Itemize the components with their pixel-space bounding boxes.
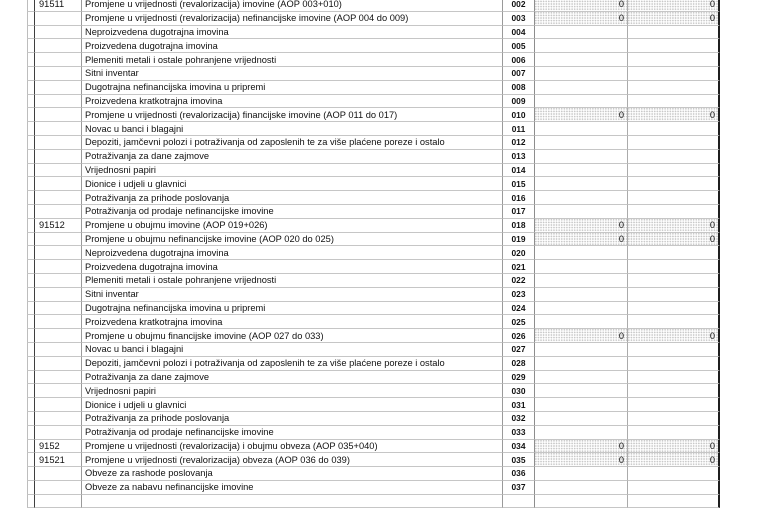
table-row bbox=[27, 302, 720, 316]
account-code-cell[interactable] bbox=[34, 136, 82, 150]
value-column1-cell[interactable] bbox=[535, 371, 628, 385]
account-code-cell[interactable] bbox=[34, 164, 82, 178]
table-row bbox=[27, 12, 720, 26]
account-code-cell[interactable] bbox=[34, 288, 82, 302]
table-row bbox=[27, 260, 720, 274]
value-column1-cell[interactable] bbox=[535, 164, 628, 178]
value-column2-cell[interactable] bbox=[628, 357, 720, 371]
value-column1-cell[interactable] bbox=[535, 398, 628, 412]
aop-code-cell[interactable]: 017 bbox=[503, 205, 535, 219]
left-edge-cell bbox=[27, 136, 34, 150]
table-row bbox=[27, 398, 720, 412]
value-column1-cell[interactable] bbox=[535, 384, 628, 398]
table-row bbox=[27, 26, 720, 40]
description-cell[interactable]: Potraživanja za prihode poslovanja bbox=[82, 191, 503, 205]
value-column1-cell[interactable]: 0 bbox=[535, 233, 628, 247]
table-row bbox=[27, 136, 720, 150]
value-column2-cell[interactable] bbox=[628, 39, 720, 53]
table-row bbox=[27, 440, 720, 454]
table-row bbox=[27, 205, 720, 219]
left-edge-cell bbox=[27, 205, 34, 219]
description-cell[interactable]: Sitni inventar bbox=[82, 288, 503, 302]
aop-code-cell[interactable]: 036 bbox=[503, 467, 535, 481]
table-row bbox=[27, 191, 720, 205]
account-code-cell[interactable]: 91511 bbox=[34, 0, 82, 12]
left-edge-cell bbox=[27, 440, 34, 454]
value-column1-cell[interactable] bbox=[535, 95, 628, 109]
aop-code-cell[interactable]: 003 bbox=[503, 12, 535, 26]
value-column2-cell[interactable] bbox=[628, 164, 720, 178]
description-cell[interactable]: Novac u banci i blagajni bbox=[82, 343, 503, 357]
description-cell[interactable]: Potraživanja od prodaje nefinancijske imovine bbox=[82, 426, 503, 440]
description-cell[interactable]: Novac u banci i blagajni bbox=[82, 122, 503, 136]
value-column1-cell[interactable] bbox=[535, 357, 628, 371]
aop-code-cell[interactable]: 035 bbox=[503, 453, 535, 467]
value-column2-cell[interactable]: 0 bbox=[628, 329, 720, 343]
table-row bbox=[27, 343, 720, 357]
account-code-cell[interactable] bbox=[34, 384, 82, 398]
account-code-cell[interactable] bbox=[34, 150, 82, 164]
left-edge-cell bbox=[27, 12, 34, 26]
description-cell[interactable]: Promjene u obujmu imovine (AOP 019+026) bbox=[82, 219, 503, 233]
account-code-cell[interactable] bbox=[34, 39, 82, 53]
value-column1-cell[interactable]: 0 bbox=[535, 12, 628, 26]
description-cell[interactable]: Vrijednosni papiri bbox=[82, 164, 503, 178]
description-cell[interactable]: Promjene u obujmu nefinancijske imovine (AOP 020 do 025) bbox=[82, 233, 503, 247]
left-edge-cell bbox=[27, 260, 34, 274]
value-column2-cell[interactable] bbox=[628, 315, 720, 329]
table-row bbox=[27, 329, 720, 343]
aop-code-cell[interactable]: 012 bbox=[503, 136, 535, 150]
left-edge-cell bbox=[27, 357, 34, 371]
value-column1-cell[interactable] bbox=[535, 39, 628, 53]
value-column2-cell[interactable] bbox=[628, 398, 720, 412]
account-code-cell[interactable]: 91521 bbox=[34, 453, 82, 467]
description-cell[interactable]: Promjene u obujmu financijske imovine (AOP 027 do 033) bbox=[82, 329, 503, 343]
left-edge-cell bbox=[27, 481, 34, 495]
aop-code-cell[interactable]: 009 bbox=[503, 95, 535, 109]
left-edge-cell bbox=[27, 288, 34, 302]
value-column2-cell[interactable]: 0 bbox=[628, 219, 720, 233]
left-edge-cell bbox=[27, 108, 34, 122]
description-cell[interactable]: Plemeniti metali i ostale pohranjene vrijednosti bbox=[82, 53, 503, 67]
description-cell[interactable]: Plemeniti metali i ostale pohranjene vrijednosti bbox=[82, 274, 503, 288]
description-cell[interactable]: Dugotrajna nefinancijska imovina u pripremi bbox=[82, 81, 503, 95]
value-column1-cell[interactable] bbox=[535, 205, 628, 219]
value-column2-cell[interactable] bbox=[628, 384, 720, 398]
table-row bbox=[27, 246, 720, 260]
aop-code-cell[interactable]: 021 bbox=[503, 260, 535, 274]
table-row bbox=[27, 371, 720, 385]
value-column2-cell[interactable] bbox=[628, 26, 720, 40]
account-code-cell[interactable] bbox=[34, 495, 82, 508]
account-code-cell[interactable] bbox=[34, 371, 82, 385]
aop-code-cell[interactable]: 020 bbox=[503, 246, 535, 260]
value-column1-cell[interactable] bbox=[535, 495, 628, 508]
aop-code-cell[interactable]: 028 bbox=[503, 357, 535, 371]
value-column1-cell[interactable] bbox=[535, 177, 628, 191]
value-column2-cell[interactable] bbox=[628, 426, 720, 440]
value-column2-cell[interactable] bbox=[628, 495, 720, 508]
account-code-cell[interactable] bbox=[34, 191, 82, 205]
left-edge-cell bbox=[27, 67, 34, 81]
table-row bbox=[27, 67, 720, 81]
value-column1-cell[interactable] bbox=[535, 288, 628, 302]
description-cell[interactable]: Promjene u vrijednosti (revalorizacija) i obujmu obveza (AOP 035+040) bbox=[82, 440, 503, 454]
left-edge-cell bbox=[27, 246, 34, 260]
value-column2-cell[interactable]: 0 bbox=[628, 12, 720, 26]
left-edge-cell bbox=[27, 233, 34, 247]
value-column2-cell[interactable] bbox=[628, 246, 720, 260]
value-column1-cell[interactable] bbox=[535, 260, 628, 274]
table-row bbox=[27, 122, 720, 136]
aop-code-cell[interactable]: 027 bbox=[503, 343, 535, 357]
account-code-cell[interactable] bbox=[34, 12, 82, 26]
left-edge-cell bbox=[27, 426, 34, 440]
value-column2-cell[interactable] bbox=[628, 274, 720, 288]
value-column1-cell[interactable] bbox=[535, 426, 628, 440]
aop-code-cell[interactable]: 034 bbox=[503, 440, 535, 454]
value-column2-cell[interactable] bbox=[628, 371, 720, 385]
description-cell[interactable] bbox=[82, 495, 503, 508]
aop-code-cell[interactable]: 019 bbox=[503, 233, 535, 247]
left-edge-cell bbox=[27, 53, 34, 67]
left-edge-cell bbox=[27, 0, 34, 12]
aop-code-cell[interactable]: 026 bbox=[503, 329, 535, 343]
account-code-cell[interactable]: 9152 bbox=[34, 440, 82, 454]
account-code-cell[interactable] bbox=[34, 81, 82, 95]
description-cell[interactable]: Depoziti, jamčevni polozi i potraživanja od zaposlenih te za više plaćene poreze i ostalo bbox=[82, 357, 503, 371]
account-code-cell[interactable] bbox=[34, 177, 82, 191]
description-cell[interactable]: Neproizvedena dugotrajna imovina bbox=[82, 26, 503, 40]
left-edge-cell bbox=[27, 343, 34, 357]
left-edge-cell bbox=[27, 164, 34, 178]
value-column1-cell[interactable]: 0 bbox=[535, 219, 628, 233]
description-cell[interactable]: Neproizvedena dugotrajna imovina bbox=[82, 246, 503, 260]
account-code-cell[interactable] bbox=[34, 108, 82, 122]
value-column1-cell[interactable]: 0 bbox=[535, 453, 628, 467]
aop-code-cell[interactable]: 025 bbox=[503, 315, 535, 329]
table-row bbox=[27, 495, 720, 508]
table-row bbox=[27, 39, 720, 53]
value-column1-cell[interactable] bbox=[535, 467, 628, 481]
aop-code-cell[interactable]: 008 bbox=[503, 81, 535, 95]
aop-code-cell[interactable]: 005 bbox=[503, 39, 535, 53]
table-row bbox=[27, 453, 720, 467]
aop-code-cell[interactable]: 024 bbox=[503, 302, 535, 316]
account-code-cell[interactable] bbox=[34, 343, 82, 357]
value-column2-cell[interactable] bbox=[628, 412, 720, 426]
table-row bbox=[27, 219, 720, 233]
description-cell[interactable]: Dugotrajna nefinancijska imovina u pripremi bbox=[82, 302, 503, 316]
table-row bbox=[27, 481, 720, 495]
left-edge-cell bbox=[27, 26, 34, 40]
left-edge-cell bbox=[27, 412, 34, 426]
account-code-cell[interactable] bbox=[34, 122, 82, 136]
aop-code-cell[interactable]: 031 bbox=[503, 398, 535, 412]
table-row bbox=[27, 233, 720, 247]
value-column1-cell[interactable]: 0 bbox=[535, 0, 628, 12]
description-cell[interactable]: Depoziti, jamčevni polozi i potraživanja od zaposlenih te za više plaćene poreze i ostalo bbox=[82, 136, 503, 150]
account-code-cell[interactable] bbox=[34, 426, 82, 440]
account-code-cell[interactable] bbox=[34, 467, 82, 481]
description-cell[interactable]: Obveze za nabavu nefinancijske imovine bbox=[82, 481, 503, 495]
left-edge-cell bbox=[27, 95, 34, 109]
aop-code-cell[interactable]: 029 bbox=[503, 371, 535, 385]
aop-code-cell[interactable]: 030 bbox=[503, 384, 535, 398]
aop-code-cell[interactable]: 014 bbox=[503, 164, 535, 178]
aop-code-cell[interactable]: 016 bbox=[503, 191, 535, 205]
account-code-cell[interactable] bbox=[34, 481, 82, 495]
aop-code-cell[interactable]: 004 bbox=[503, 26, 535, 40]
value-column2-cell[interactable]: 0 bbox=[628, 233, 720, 247]
table-row bbox=[27, 274, 720, 288]
account-code-cell[interactable] bbox=[34, 67, 82, 81]
account-code-cell[interactable] bbox=[34, 302, 82, 316]
table-row bbox=[27, 0, 720, 12]
value-column1-cell[interactable]: 0 bbox=[535, 440, 628, 454]
value-column2-cell[interactable]: 0 bbox=[628, 108, 720, 122]
value-column1-cell[interactable] bbox=[535, 191, 628, 205]
value-column1-cell[interactable] bbox=[535, 26, 628, 40]
aop-code-cell[interactable]: 018 bbox=[503, 219, 535, 233]
value-column1-cell[interactable] bbox=[535, 343, 628, 357]
description-cell[interactable]: Potraživanja za dane zajmove bbox=[82, 371, 503, 385]
table-row bbox=[27, 426, 720, 440]
account-code-cell[interactable] bbox=[34, 246, 82, 260]
account-code-cell[interactable] bbox=[34, 53, 82, 67]
left-edge-cell bbox=[27, 302, 34, 316]
account-code-cell[interactable] bbox=[34, 329, 82, 343]
aop-code-cell[interactable]: 007 bbox=[503, 67, 535, 81]
left-edge-cell bbox=[27, 122, 34, 136]
description-cell[interactable]: Dionice i udjeli u glavnici bbox=[82, 398, 503, 412]
table-row bbox=[27, 315, 720, 329]
value-column1-cell[interactable] bbox=[535, 246, 628, 260]
description-cell[interactable]: Potraživanja za dane zajmove bbox=[82, 150, 503, 164]
left-edge-cell bbox=[27, 81, 34, 95]
description-cell[interactable]: Potraživanja od prodaje nefinancijske imovine bbox=[82, 205, 503, 219]
value-column2-cell[interactable] bbox=[628, 67, 720, 81]
account-code-cell[interactable] bbox=[34, 95, 82, 109]
table-row bbox=[27, 81, 720, 95]
account-code-cell[interactable] bbox=[34, 315, 82, 329]
account-code-cell[interactable] bbox=[34, 357, 82, 371]
aop-code-cell[interactable]: 023 bbox=[503, 288, 535, 302]
left-edge-cell bbox=[27, 219, 34, 233]
description-cell[interactable]: Proizvedena kratkotrajna imovina bbox=[82, 95, 503, 109]
left-edge-cell bbox=[27, 177, 34, 191]
value-column1-cell[interactable] bbox=[535, 274, 628, 288]
left-edge-cell bbox=[27, 39, 34, 53]
table-row bbox=[27, 288, 720, 302]
aop-code-cell[interactable]: 032 bbox=[503, 412, 535, 426]
aop-code-cell[interactable]: 013 bbox=[503, 150, 535, 164]
value-column2-cell[interactable] bbox=[628, 53, 720, 67]
aop-code-cell[interactable]: 010 bbox=[503, 108, 535, 122]
value-column1-cell[interactable]: 0 bbox=[535, 329, 628, 343]
value-column1-cell[interactable]: 0 bbox=[535, 108, 628, 122]
left-edge-cell bbox=[27, 467, 34, 481]
aop-code-cell[interactable]: 002 bbox=[503, 0, 535, 12]
account-code-cell[interactable] bbox=[34, 26, 82, 40]
aop-code-cell[interactable]: 011 bbox=[503, 122, 535, 136]
value-column2-cell[interactable] bbox=[628, 177, 720, 191]
value-column2-cell[interactable] bbox=[628, 260, 720, 274]
value-column2-cell[interactable]: 0 bbox=[628, 0, 720, 12]
value-column1-cell[interactable] bbox=[535, 122, 628, 136]
account-code-cell[interactable] bbox=[34, 274, 82, 288]
value-column1-cell[interactable] bbox=[535, 53, 628, 67]
description-cell[interactable]: Promjene u vrijednosti (revalorizacija) financijske imovine (AOP 011 do 017) bbox=[82, 108, 503, 122]
table-row bbox=[27, 95, 720, 109]
value-column2-cell[interactable] bbox=[628, 122, 720, 136]
value-column2-cell[interactable]: 0 bbox=[628, 453, 720, 467]
table-row bbox=[27, 150, 720, 164]
spreadsheet-viewport bbox=[27, 0, 720, 508]
value-column2-cell[interactable] bbox=[628, 467, 720, 481]
account-code-cell[interactable] bbox=[34, 205, 82, 219]
aop-code-cell[interactable]: 015 bbox=[503, 177, 535, 191]
aop-code-cell[interactable]: 033 bbox=[503, 426, 535, 440]
left-edge-cell bbox=[27, 453, 34, 467]
aop-code-cell[interactable]: 006 bbox=[503, 53, 535, 67]
left-edge-cell bbox=[27, 329, 34, 343]
left-edge-cell bbox=[27, 191, 34, 205]
value-column1-cell[interactable] bbox=[535, 67, 628, 81]
value-column2-cell[interactable] bbox=[628, 288, 720, 302]
table-row bbox=[27, 384, 720, 398]
value-column1-cell[interactable] bbox=[535, 412, 628, 426]
value-column1-cell[interactable] bbox=[535, 302, 628, 316]
table-row bbox=[27, 357, 720, 371]
value-column2-cell[interactable] bbox=[628, 136, 720, 150]
value-column1-cell[interactable] bbox=[535, 81, 628, 95]
left-edge-cell bbox=[27, 398, 34, 412]
aop-code-cell[interactable] bbox=[503, 495, 535, 508]
description-cell[interactable]: Dionice i udjeli u glavnici bbox=[82, 177, 503, 191]
table-row bbox=[27, 108, 720, 122]
account-code-cell[interactable]: 91512 bbox=[34, 219, 82, 233]
value-column2-cell[interactable] bbox=[628, 205, 720, 219]
aop-code-cell[interactable]: 037 bbox=[503, 481, 535, 495]
value-column1-cell[interactable] bbox=[535, 315, 628, 329]
left-edge-cell bbox=[27, 495, 34, 508]
description-cell[interactable]: Sitni inventar bbox=[82, 67, 503, 81]
description-cell[interactable]: Potraživanja za prihode poslovanja bbox=[82, 412, 503, 426]
table-row bbox=[27, 164, 720, 178]
value-column2-cell[interactable] bbox=[628, 191, 720, 205]
table-row bbox=[27, 53, 720, 67]
value-column2-cell[interactable] bbox=[628, 95, 720, 109]
description-cell[interactable]: Promjene u vrijednosti (revalorizacija) imovine (AOP 003+010) bbox=[82, 0, 503, 12]
description-cell[interactable]: Vrijednosni papiri bbox=[82, 384, 503, 398]
account-code-cell[interactable] bbox=[34, 412, 82, 426]
value-column2-cell[interactable]: 0 bbox=[628, 440, 720, 454]
description-cell[interactable]: Promjene u vrijednosti (revalorizacija) nefinancijske imovine (AOP 004 do 009) bbox=[82, 12, 503, 26]
value-column1-cell[interactable] bbox=[535, 150, 628, 164]
description-cell[interactable]: Proizvedena dugotrajna imovina bbox=[82, 39, 503, 53]
left-edge-cell bbox=[27, 384, 34, 398]
description-cell[interactable]: Promjene u vrijednosti (revalorizacija) obveza (AOP 036 do 039) bbox=[82, 453, 503, 467]
value-column1-cell[interactable] bbox=[535, 136, 628, 150]
value-column2-cell[interactable] bbox=[628, 81, 720, 95]
account-code-cell[interactable] bbox=[34, 260, 82, 274]
description-cell[interactable]: Obveze za rashode poslovanja bbox=[82, 467, 503, 481]
left-edge-cell bbox=[27, 371, 34, 385]
account-code-cell[interactable] bbox=[34, 398, 82, 412]
value-column2-cell[interactable] bbox=[628, 150, 720, 164]
description-cell[interactable]: Proizvedena dugotrajna imovina bbox=[82, 260, 503, 274]
left-edge-cell bbox=[27, 315, 34, 329]
value-column2-cell[interactable] bbox=[628, 302, 720, 316]
description-cell[interactable]: Proizvedena kratkotrajna imovina bbox=[82, 315, 503, 329]
left-edge-cell bbox=[27, 150, 34, 164]
left-edge-cell bbox=[27, 274, 34, 288]
table-row bbox=[27, 177, 720, 191]
table-row bbox=[27, 467, 720, 481]
value-column2-cell[interactable] bbox=[628, 343, 720, 357]
account-code-cell[interactable] bbox=[34, 233, 82, 247]
value-column1-cell[interactable] bbox=[535, 481, 628, 495]
aop-code-cell[interactable]: 022 bbox=[503, 274, 535, 288]
value-column2-cell[interactable] bbox=[628, 481, 720, 495]
table-row bbox=[27, 412, 720, 426]
